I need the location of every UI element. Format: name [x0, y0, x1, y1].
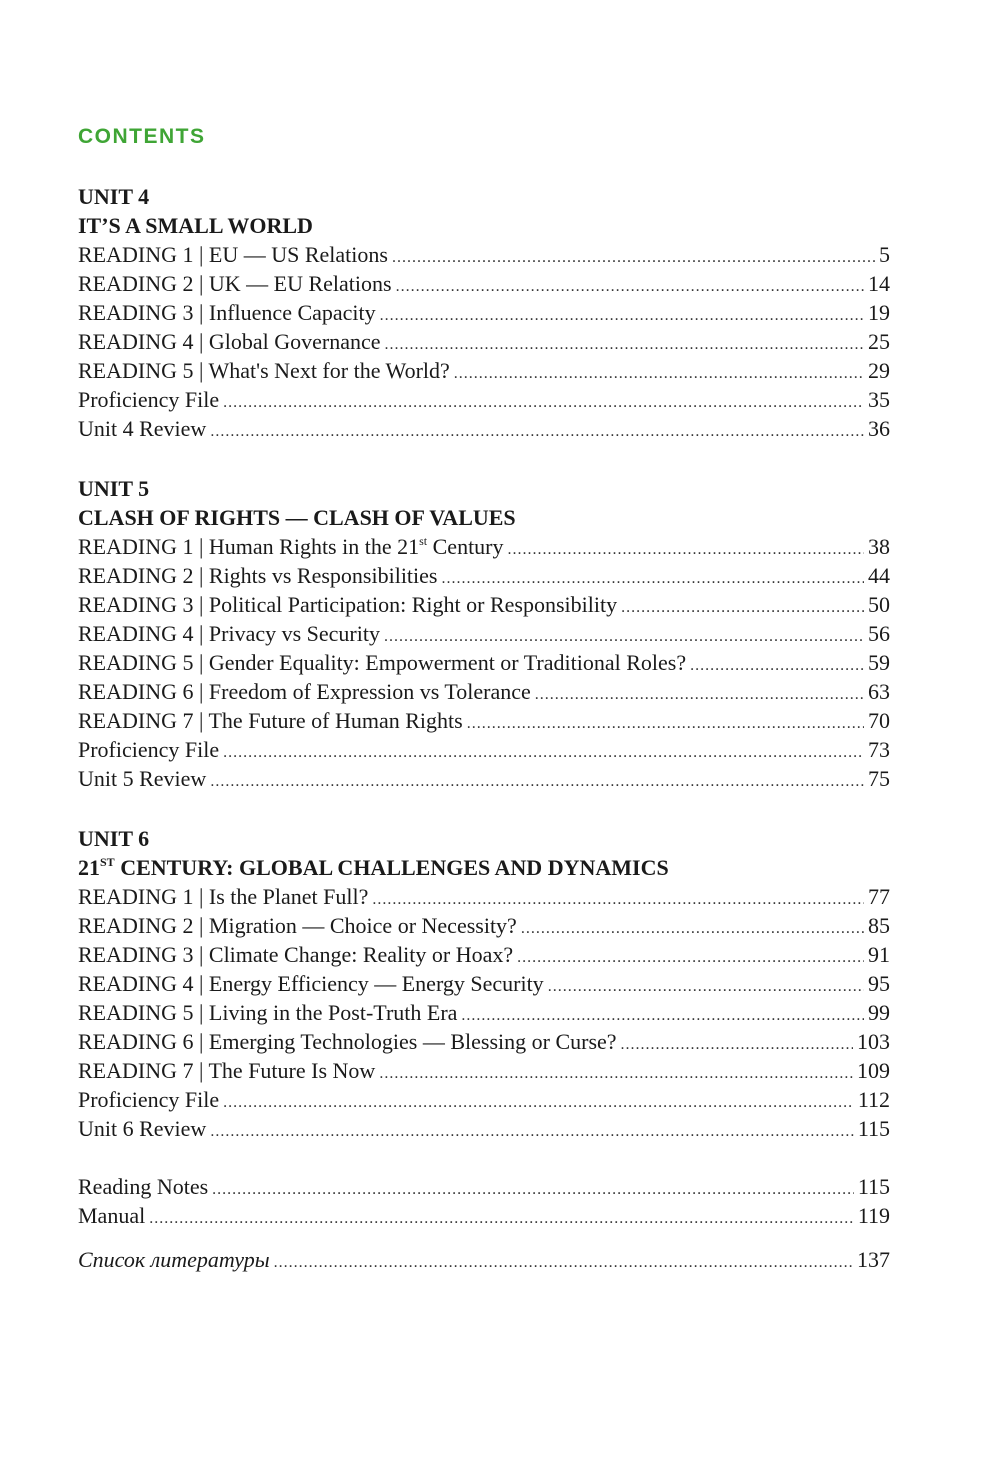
entry-label: [78, 969, 544, 998]
entry-label: [78, 911, 517, 940]
entry-title: READING 6 | Freedom of Expression vs Tolerance: [78, 679, 531, 704]
entry-title: READING 1 | Is the Planet Full?: [78, 884, 369, 909]
entry-title: READING 4 | Energy Efficiency — Energy Security: [78, 971, 544, 996]
page-number: 75: [868, 766, 890, 791]
entry-label: [78, 414, 206, 443]
toc-entry[interactable]: [78, 764, 890, 793]
entry-title: READING 1 | EU — US Relations: [78, 242, 388, 267]
page-number: 109: [857, 1058, 890, 1083]
entry-title: READING 3 | Influence Capacity: [78, 300, 376, 325]
toc-entry[interactable]: [78, 327, 890, 356]
toc-entry[interactable]: [78, 619, 890, 648]
page-number: 70: [868, 708, 890, 733]
entry-label: [78, 677, 531, 706]
page-number: 103: [857, 1029, 890, 1054]
toc-entry[interactable]: [78, 1056, 890, 1085]
entry-title: Manual: [78, 1203, 146, 1228]
toc-entry[interactable]: [78, 240, 890, 269]
page-number: 112: [857, 1087, 890, 1112]
unit-title-text: CLASH OF RIGHTS — CLASH OF VALUES: [78, 505, 516, 530]
page-number: 59: [868, 650, 890, 675]
dot-leader: [517, 943, 864, 972]
dot-leader: [621, 593, 864, 622]
entry-title: READING 3 | Political Participation: Right or Responsibility: [78, 592, 618, 617]
entry-label: [78, 764, 206, 793]
entry-title: READING 1 | Human Rights in the 21: [78, 534, 420, 559]
entry-title: READING 2 | Rights vs Responsibilities: [78, 563, 438, 588]
unit-label: UNIT 6: [78, 826, 150, 851]
entry-label: [78, 1056, 375, 1085]
page-number: 14: [868, 271, 890, 296]
back-matter: [78, 1172, 890, 1230]
dot-leader: [223, 738, 864, 767]
dot-leader: [521, 914, 864, 943]
dot-leader: [149, 1204, 854, 1233]
table-of-contents: [78, 122, 890, 1274]
entry-title: READING 6 | Emerging Technologies — Blessing or Curse?: [78, 1029, 617, 1054]
page-number: 73: [868, 737, 890, 762]
entry-label: [78, 1172, 208, 1201]
toc-entry[interactable]: [78, 532, 890, 561]
dot-leader: [385, 330, 864, 359]
unit-title-text: 21: [78, 855, 100, 880]
dot-leader: [454, 359, 864, 388]
page-number: 56: [868, 621, 890, 646]
unit-title-text: IT’S A SMALL WORLD: [78, 213, 313, 238]
entry-label: [78, 882, 368, 911]
toc-entry[interactable]: [78, 298, 890, 327]
dot-leader: [467, 709, 864, 738]
dot-leader: [384, 622, 864, 651]
entry-label: [78, 619, 380, 648]
unit-section: [78, 182, 890, 443]
entry-title: Unit 6 Review: [78, 1116, 207, 1141]
entry-title: Proficiency File: [78, 737, 220, 762]
dot-leader: [380, 301, 864, 330]
entry-title-superscript: st: [419, 534, 428, 548]
bibliography: [78, 1245, 890, 1274]
toc-entry[interactable]: [78, 998, 890, 1027]
dot-leader: [621, 1030, 853, 1059]
page-number: 91: [868, 942, 890, 967]
entry-label: [78, 269, 392, 298]
toc-entry[interactable]: [78, 590, 890, 619]
dot-leader: [548, 972, 864, 1001]
page-number: 115: [857, 1174, 890, 1199]
entry-label: [78, 1114, 206, 1143]
page-number: 50: [868, 592, 890, 617]
dot-leader: [210, 1117, 853, 1146]
entry-title: Proficiency File: [78, 1087, 220, 1112]
entry-label: [78, 561, 437, 590]
dot-leader: [461, 1001, 864, 1030]
contents-heading: CONTENTS: [78, 125, 206, 148]
dot-leader: [223, 388, 864, 417]
entry-title: Reading Notes: [78, 1174, 209, 1199]
page-number: 5: [879, 242, 890, 267]
unit-title-text-continued: CENTURY: GLOBAL CHALLENGES AND DYNAMICS: [114, 855, 669, 880]
entry-title: READING 5 | Gender Equality: Empowerment or Traditional Roles?: [78, 650, 687, 675]
entry-title: READING 5 | What's Next for the World?: [78, 358, 450, 383]
dot-leader: [210, 417, 864, 446]
entry-title: READING 4 | Global Governance: [78, 329, 381, 354]
entry-title: READING 3 | Climate Change: Reality or Hoax?: [78, 942, 514, 967]
dot-leader: [508, 535, 864, 564]
page-number: 77: [868, 884, 890, 909]
toc-entry[interactable]: [78, 911, 890, 940]
entry-title: READING 5 | Living in the Post-Truth Era: [78, 1000, 458, 1025]
entry-label: [78, 356, 450, 385]
entry-label: [78, 1085, 219, 1114]
entry-label: [78, 240, 388, 269]
entry-label: [78, 735, 219, 764]
toc-entry[interactable]: [78, 648, 890, 677]
entry-label: [78, 940, 513, 969]
page-number: 119: [857, 1203, 890, 1228]
page-number: 85: [868, 913, 890, 938]
entry-label: [78, 532, 504, 561]
toc-entry[interactable]: [78, 940, 890, 969]
toc-entry[interactable]: [78, 706, 890, 735]
dot-leader: [274, 1248, 853, 1277]
entry-title-continued: Century: [427, 534, 504, 559]
page-number: 25: [868, 329, 890, 354]
unit-title: [78, 853, 890, 882]
page-number: 63: [868, 679, 890, 704]
unit-label: UNIT 4: [78, 184, 150, 209]
toc-entry[interactable]: [78, 561, 890, 590]
entry-label: [78, 327, 381, 356]
page-number: 36: [868, 416, 890, 441]
toc-entry[interactable]: [78, 677, 890, 706]
entry-label: [78, 1027, 617, 1056]
page-number: 137: [857, 1247, 890, 1272]
page-number: 29: [868, 358, 890, 383]
unit-title: [78, 503, 890, 532]
entry-label: [78, 706, 463, 735]
toc-entry[interactable]: [78, 414, 890, 443]
dot-leader: [535, 680, 864, 709]
units-list: [78, 182, 890, 1143]
dot-leader: [372, 885, 864, 914]
page-number: 44: [868, 563, 890, 588]
toc-entry[interactable]: [78, 1172, 890, 1201]
entry-title: Proficiency File: [78, 387, 220, 412]
page-number: 19: [868, 300, 890, 325]
unit-label: UNIT 5: [78, 476, 150, 501]
toc-entry[interactable]: [78, 1245, 890, 1274]
entry-title: READING 4 | Privacy vs Security: [78, 621, 380, 646]
unit-title: [78, 211, 890, 240]
entry-title: READING 7 | The Future Is Now: [78, 1058, 376, 1083]
entry-title: Unit 5 Review: [78, 766, 207, 791]
unit-title-superscript: ST: [100, 855, 115, 869]
toc-entry[interactable]: [78, 735, 890, 764]
dot-leader: [392, 243, 875, 272]
entry-title: READING 7 | The Future of Human Rights: [78, 708, 463, 733]
entry-label: [78, 1201, 145, 1230]
entry-label: [78, 1245, 270, 1274]
entry-title: READING 2 | UK — EU Relations: [78, 271, 392, 296]
entry-title: Unit 4 Review: [78, 416, 207, 441]
dot-leader: [396, 272, 864, 301]
entry-label: [78, 590, 617, 619]
toc-entry[interactable]: [78, 1201, 890, 1230]
toc-entry[interactable]: [78, 269, 890, 298]
page-number: 38: [868, 534, 890, 559]
dot-leader: [212, 1175, 854, 1204]
page-number: 99: [868, 1000, 890, 1025]
entry-title: READING 2 | Migration — Choice or Necessity?: [78, 913, 517, 938]
toc-entry[interactable]: [78, 969, 890, 998]
dot-leader: [690, 651, 864, 680]
toc-entry[interactable]: [78, 385, 890, 414]
page-number: 95: [868, 971, 890, 996]
entry-label: [78, 385, 219, 414]
unit-section: [78, 824, 890, 1143]
dot-leader: [223, 1088, 854, 1117]
toc-entry[interactable]: [78, 356, 890, 385]
dot-leader: [441, 564, 864, 593]
unit-section: [78, 474, 890, 793]
page-number: 115: [857, 1116, 890, 1141]
toc-entry[interactable]: [78, 1114, 890, 1143]
dot-leader: [379, 1059, 853, 1088]
toc-entry[interactable]: [78, 882, 890, 911]
entry-label: [78, 998, 457, 1027]
entry-label: [78, 298, 376, 327]
toc-entry[interactable]: [78, 1027, 890, 1056]
page-number: 35: [868, 387, 890, 412]
dot-leader: [210, 767, 864, 796]
entry-label: [78, 648, 686, 677]
toc-entry[interactable]: [78, 1085, 890, 1114]
entry-title: Список литературы: [78, 1247, 270, 1272]
